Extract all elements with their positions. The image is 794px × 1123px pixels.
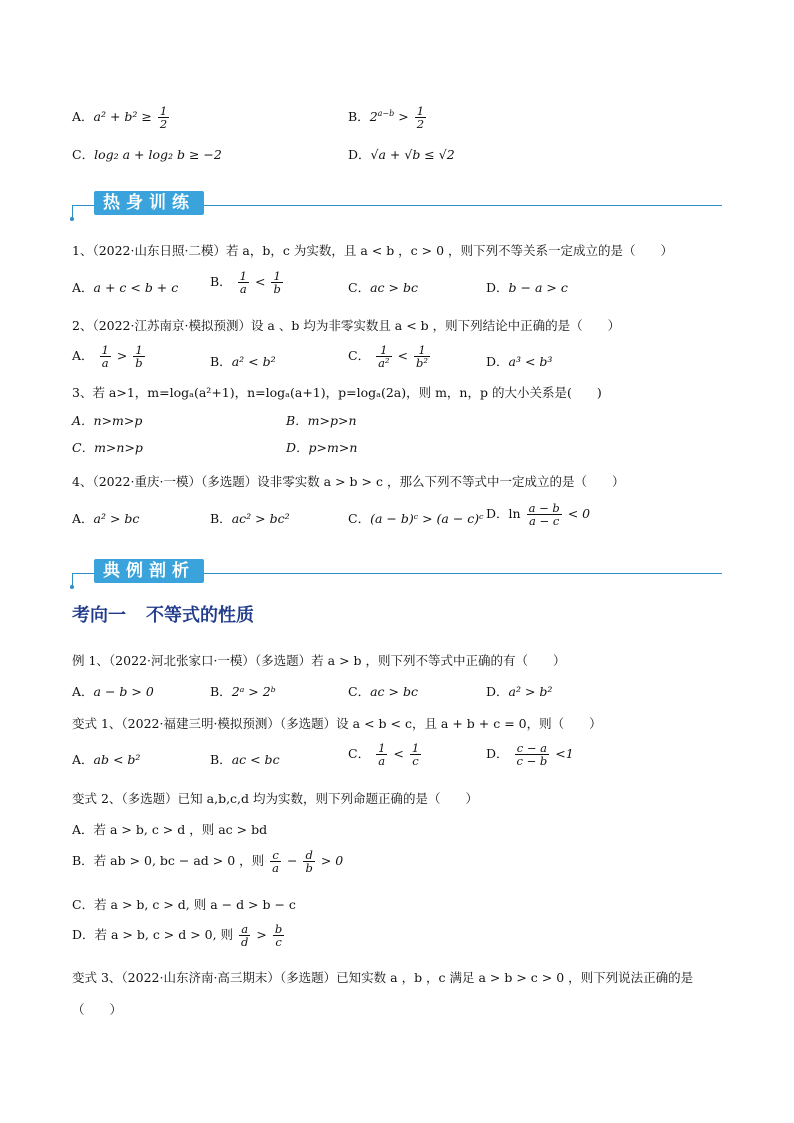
variant-2: 变式 2、（多选题）已知 a,b,c,d 均为实数，则下列命题正确的是（ ）	[72, 791, 479, 806]
banner-dot	[70, 585, 74, 589]
question-3: 3、若 a>1，m=logₐ(a²+1)，n=logₐ(a+1)，p=logₐ(2a)，则 m，n，p 的大小关系是( )	[72, 385, 602, 400]
answer-parentheses: （ ）	[72, 1002, 123, 1017]
option-d: D．b − a > c	[486, 280, 568, 295]
option-a: A．a² + b² ≥ $\frac{1}{2}$	[72, 104, 168, 132]
option-d: D． $\frac{c - a}{c - b}$ <1	[486, 741, 574, 769]
option-d: D．p>m>n	[286, 440, 358, 455]
option-a: A．a − b > 0	[72, 684, 154, 699]
option-d: D．√a + √b ≤ √2	[348, 147, 455, 162]
option-c: C．m>n>p	[72, 440, 143, 455]
question-2: 2、（2022·江苏南京·模拟预测）设 a 、b 均为非零实数且 a < b ，则下列结论中正确的是（ ）	[72, 318, 621, 333]
option-a: A．a + c < b + c	[72, 280, 179, 295]
banner-title: 热身训练	[94, 191, 204, 215]
option-d: D．a² > b²	[486, 684, 553, 699]
option-c: C． $\frac{1}{\text{a²}}$ < $\frac{1}{\text{b²}}$	[348, 343, 428, 371]
question-1: 1、（2022·山东日照·二模）若 a，b，c 为实数，且 a < b ，c > 0 ，则下列不等关系一定成立的是（ ）	[72, 243, 674, 258]
option-b: B．a² < b²	[210, 354, 276, 369]
example-1: 例 1、（2022·河北张家口·一模）（多选题）若 a > b ，则下列不等式中正确的有（ ）	[72, 653, 566, 668]
section-heading: 考向一 不等式的性质	[72, 605, 254, 626]
option-d: D．ln $\frac{a - b}{a - c}$ < 0	[486, 501, 591, 529]
variant-3: 变式 3、（2022·山东济南·高三期末）（多选题）已知实数 a ，b ，c 满足 a > b > c > 0 ，则下列说法正确的是	[72, 970, 694, 985]
option-a: A．若 a > b, c > d ，则 ac > bd	[72, 822, 268, 837]
option-c: C．若 a > b, c > d, 则 a − d > b − c	[72, 897, 296, 912]
option-c: C．log₂ a + log₂ b ≥ −2	[72, 147, 222, 162]
option-b: B． $\frac{1}{a}$ < $\frac{1}{b}$	[210, 269, 281, 297]
option-a: A．a² > bc	[72, 511, 140, 526]
option-c: C．ac > bc	[348, 684, 418, 699]
fraction: $\frac{1}{2}$	[416, 104, 425, 132]
option-b: B．ac < bc	[210, 752, 280, 767]
option-b: B．若 ab > 0, bc − ad > 0 ，则 $\frac{c}{a}$ − $\frac{d}{b}$ > 0	[72, 848, 344, 876]
option-b: B．2ᵃ > 2ᵇ	[210, 684, 276, 699]
option-c: C． $\frac{1}{a}$ < $\frac{1}{c}$	[348, 741, 420, 769]
option-b: B．m>p>n	[286, 413, 357, 428]
option-a: A．ab < b²	[72, 752, 141, 767]
option-a: A． $\frac{1}{a}$ > $\frac{1}{b}$	[72, 343, 143, 371]
fraction: $\frac{1}{2}$	[159, 104, 168, 132]
option-a: A．n>m>p	[72, 413, 143, 428]
question-4: 4、（2022·重庆·一模）（多选题）设非零实数 a > b > c ，那么下列不等式中一定成立的是（ ）	[72, 474, 625, 489]
option-c: C．(a − b)ᶜ > (a − c)ᶜ	[348, 511, 484, 526]
option-d: D．若 a > b, c > d > 0, 则 $\frac{a}{d}$ > $\frac{b}{c}$	[72, 922, 283, 950]
banner-title: 典例剖析	[94, 559, 204, 583]
option-d: D．a³ < b³	[486, 354, 553, 369]
option-c: C．ac > bc	[348, 280, 418, 295]
option-b: B．ac² > bc²	[210, 511, 290, 526]
option-b: B．$2^{a-b}$ > $\frac{1}{2}$	[348, 104, 425, 132]
variant-1: 变式 1、（2022·福建三明·模拟预测）（多选题）设 a < b < c，且 a + b + c = 0，则（ ）	[72, 716, 602, 731]
banner-dot	[70, 217, 74, 221]
